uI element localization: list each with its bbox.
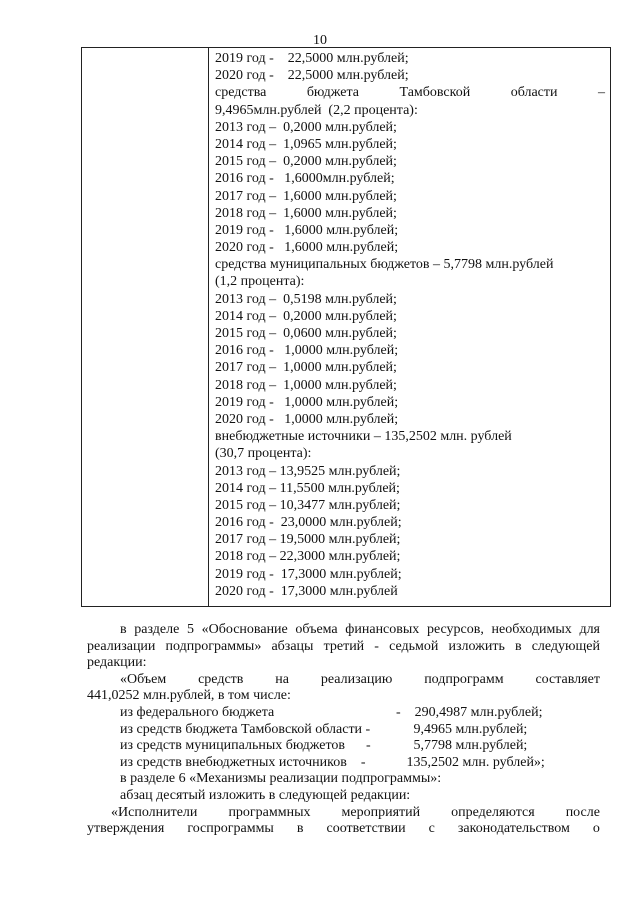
word: определяются	[451, 804, 535, 820]
table-word: области	[510, 85, 558, 101]
table-line: 2014 год – 1,0965 млн.рублей;	[215, 136, 397, 152]
word: средств	[198, 671, 244, 687]
table-line: 2017 год – 1,6000 млн.рублей;	[215, 188, 397, 204]
word: после	[565, 804, 600, 820]
table-line: 2020 год - 17,3000 млн.рублей	[215, 583, 398, 599]
word: на	[275, 671, 290, 687]
funding-source-value: 5,7798 млн.рублей;	[396, 738, 528, 754]
table-line: 2020 год - 1,6000 млн.рублей;	[215, 240, 399, 256]
word: «Исполнители	[111, 804, 198, 820]
funding-source-item	[87, 738, 600, 755]
word: составляет	[535, 671, 600, 687]
word: «Объем	[120, 671, 167, 687]
funding-source-item	[87, 755, 600, 772]
page-number: 10	[313, 33, 327, 48]
funding-table-cell	[215, 50, 605, 600]
table-line: 2019 год - 22,5000 млн.рублей;	[215, 51, 409, 66]
table-line: 2015 год – 10,3477 млн.рублей;	[215, 497, 401, 513]
funding-source-label: из средств муниципальных бюджетов -	[120, 738, 371, 754]
table-line: 2016 год - 1,0000 млн.рублей;	[215, 343, 399, 359]
paragraph-executors-second-line	[87, 821, 600, 838]
word: о	[592, 821, 600, 837]
funding-source-value: 135,2502 млн. рублей»;	[396, 754, 545, 770]
table-line: 2014 год – 0,2000 млн.рублей;	[215, 308, 397, 324]
table-line: 2018 год – 1,0000 млн.рублей;	[215, 377, 397, 393]
word: подпрограмм	[424, 671, 504, 687]
table-line: внебюджетные источники – 135,2502 млн. рублей	[215, 429, 512, 445]
table-word: средства	[215, 85, 267, 101]
funding-source-label: из средств внебюджетных источников -	[120, 754, 366, 770]
word: соответствии	[326, 821, 406, 837]
funding-source-item	[87, 722, 600, 739]
table-column-divider	[208, 48, 209, 606]
table-line: 2018 год – 22,3000 млн.рублей;	[215, 549, 401, 565]
word: программных	[228, 804, 311, 820]
paragraph-executors-first-line	[87, 805, 600, 822]
word: в	[296, 821, 304, 837]
table-line: 2015 год – 0,2000 млн.рублей;	[215, 154, 397, 170]
table-line: 2016 год - 1,6000млн.рублей;	[215, 171, 395, 187]
word: реализацию	[320, 671, 393, 687]
funding-source-value: 9,4965 млн.рублей;	[396, 721, 528, 737]
funding-source-label: из федерального бюджета	[120, 704, 275, 720]
table-line: 2013 год – 0,5198 млн.рублей;	[215, 291, 397, 307]
table-line: 2020 год - 22,5000 млн.рублей;	[215, 68, 409, 84]
funding-source-label: из средств бюджета Тамбовской области -	[120, 721, 371, 737]
table-line: 2019 год - 1,6000 млн.рублей;	[215, 222, 399, 238]
table-line: (1,2 процента):	[215, 274, 305, 290]
table-word: Тамбовской	[399, 85, 471, 101]
word: законодательством	[457, 821, 570, 837]
table-line: 2017 год – 1,0000 млн.рублей;	[215, 360, 397, 376]
word: мероприятий	[341, 804, 421, 820]
table-line: 9,4965млн.рублей (2,2 процента):	[215, 102, 418, 118]
paragraph-section-6: в разделе 6 «Механизмы реализации подпрограммы»:	[120, 771, 442, 787]
table-word: бюджета	[306, 85, 360, 101]
word: с	[428, 821, 435, 837]
document-body	[87, 622, 600, 838]
funding-sources-list	[87, 705, 600, 771]
funding-source-value: - 290,4987 млн.рублей;	[396, 704, 543, 720]
paragraph-tenth-abzac: абзац десятый изложить в следующей редакции:	[120, 787, 411, 803]
table-line: 2013 год – 13,9525 млн.рублей;	[215, 463, 401, 479]
table-line: 2013 год – 0,2000 млн.рублей;	[215, 119, 397, 135]
table-line: 2018 год – 1,6000 млн.рублей;	[215, 205, 397, 221]
table-line: 2017 год – 19,5000 млн.рублей;	[215, 532, 401, 548]
word: госпрограммы	[187, 821, 274, 837]
paragraph-section-5: в разделе 5 «Обоснование объема финансовых ресурсов, необходимых для реализации подпрограммы» абзацы третий - седьмой изложить в следующей редакции:	[87, 622, 600, 671]
table-word: –	[597, 85, 605, 101]
table-line: (30,7 процента):	[215, 446, 312, 462]
table-line: 2020 год - 1,0000 млн.рублей;	[215, 411, 399, 427]
word: утверждения	[87, 821, 165, 837]
table-line: 2015 год – 0,0600 млн.рублей;	[215, 326, 397, 341]
table-line: 2019 год - 17,3000 млн.рублей;	[215, 566, 402, 582]
funding-table	[81, 47, 611, 607]
table-line: 2016 год - 23,0000 млн.рублей;	[215, 515, 402, 531]
table-line: средства муниципальных бюджетов – 5,7798 млн.рублей	[215, 257, 554, 273]
funding-source-item	[87, 705, 600, 722]
table-line	[215, 84, 605, 101]
paragraph-volume-first-line	[87, 672, 600, 689]
table-line: 2014 год – 11,5500 млн.рублей;	[215, 480, 400, 496]
paragraph-volume-continuation: 441,0252 млн.рублей, в том числе:	[87, 688, 291, 704]
table-line: 2019 год - 1,0000 млн.рублей;	[215, 394, 399, 410]
